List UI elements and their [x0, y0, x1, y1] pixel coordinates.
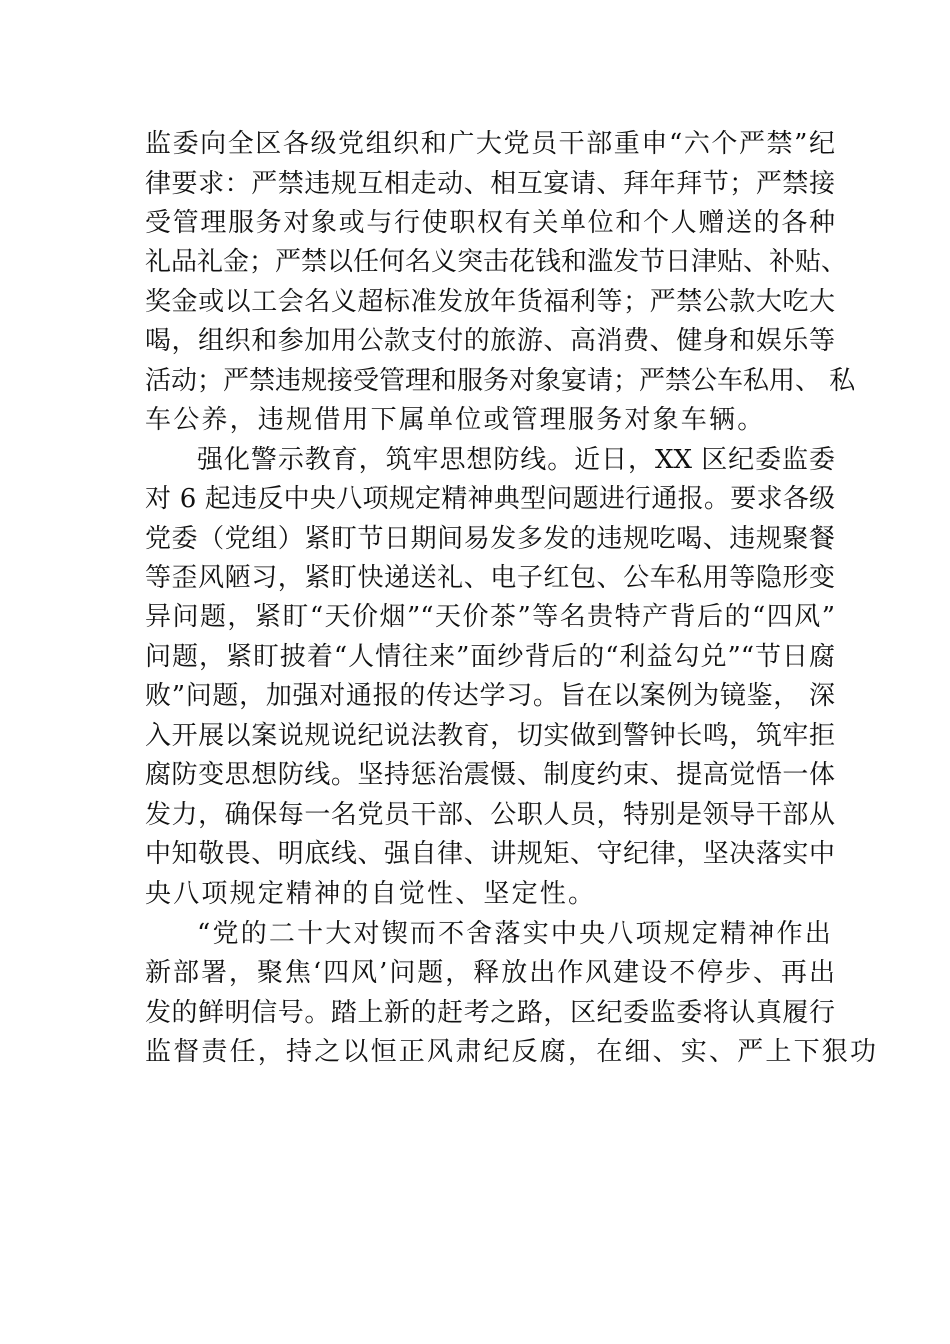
text-line-17: 腐防变思想防线。坚持惩治震慑、制度约束、提高觉悟一体	[145, 760, 835, 790]
text-line-10: 对 6 起违反中央八项规定精神典型问题进行通报。要求各级	[145, 484, 835, 514]
text-line-7: 活动；严禁违规接受管理和服务对象宴请；严禁公车私用、 私	[145, 366, 856, 396]
text-line-8: 车公养，违规借用下属单位或管理服务对象车辆。	[145, 405, 766, 435]
text-line-13: 异问题，紧盯“天价烟”“天价茶”等名贵特产背后的“四风”	[145, 602, 835, 632]
text-line-15: 败”问题，加强对通报的传达学习。旨在以案例为镜鉴， 深	[145, 681, 835, 711]
text-line-21: “党的二十大对锲而不舍落实中央八项规定精神作出	[197, 919, 833, 949]
text-line-23: 发的鲜明信号。踏上新的赶考之路，区纪委监委将认真履行	[145, 998, 835, 1028]
text-line-2: 律要求：严禁违规互相走动、相互宴请、拜年拜节；严禁接	[145, 169, 835, 199]
text-line-24: 监督责任，持之以恒正风肃纪反腐，在细、实、严上下狠功	[145, 1037, 879, 1067]
text-line-19: 中知敬畏、明底线、强自律、讲规矩、守纪律，坚决落实中	[145, 839, 835, 869]
text-line-6: 喝，组织和参加用公款支付的旅游、高消费、健身和娱乐等	[145, 326, 835, 356]
text-line-12: 等歪风陋习，紧盯快递送礼、电子红包、公车私用等隐形变	[145, 563, 835, 593]
text-line-4: 礼品礼金；严禁以任何名义突击花钱和滥发节日津贴、补贴、	[145, 247, 848, 277]
text-line-9: 强化警示教育，筑牢思想防线。近日，XX 区纪委监委	[197, 445, 835, 475]
text-line-14: 问题，紧盯披着“人情往来”面纱背后的“利益勾兑”“节日腐	[145, 642, 835, 672]
text-line-20: 央八项规定精神的自觉性、坚定性。	[145, 879, 597, 909]
text-line-3: 受管理服务对象或与行使职权有关单位和个人赠送的各种	[145, 208, 835, 238]
text-line-5: 奖金或以工会名义超标准发放年货福利等；严禁公款大吃大	[145, 287, 835, 317]
text-line-16: 入开展以案说规说纪说法教育，切实做到警钟长鸣，筑牢拒	[145, 721, 835, 751]
text-line-22: 新部署，聚焦‘四风’问题，释放出作风建设不停步、再出	[145, 958, 835, 988]
text-line-11: 党委（党组）紧盯节日期间易发多发的违规吃喝、违规聚餐	[145, 524, 835, 554]
text-line-1: 监委向全区各级党组织和广大党员干部重申“六个严禁”纪	[145, 129, 835, 159]
text-line-18: 发力，确保每一名党员干部、公职人员，特别是领导干部从	[145, 800, 835, 830]
